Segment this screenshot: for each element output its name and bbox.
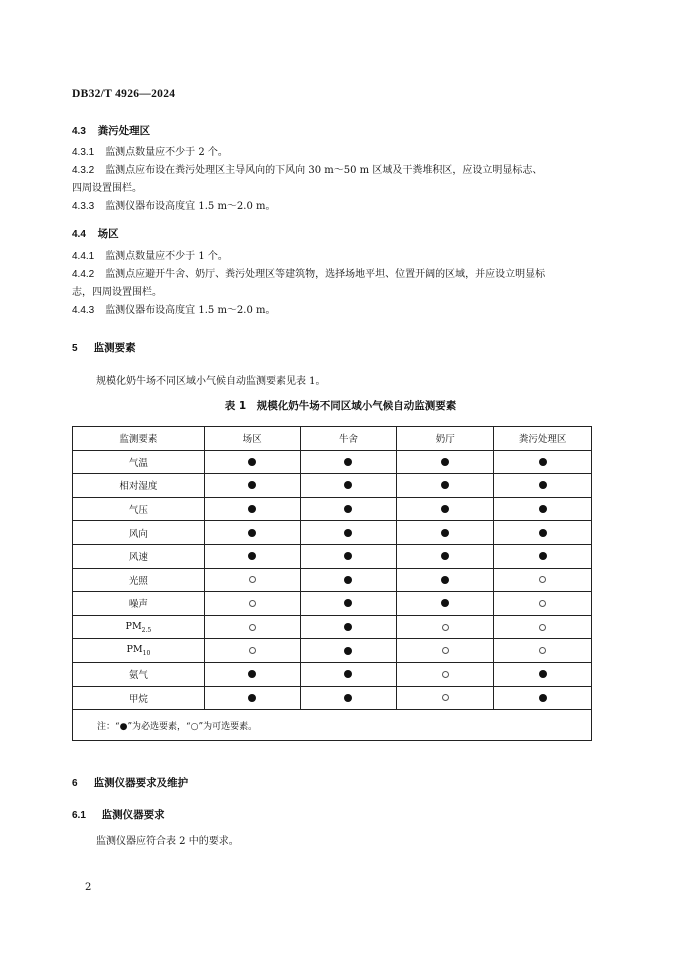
element-name-subscript: 10 — [142, 650, 151, 658]
required-mark-icon — [441, 599, 449, 607]
mark-cell — [204, 450, 300, 474]
mark-cell — [494, 474, 592, 498]
clause-number: 4.3.1 — [72, 147, 95, 158]
section-title: 场区 — [97, 228, 119, 240]
section-5-paragraph: 规模化奶牛场不同区域小气候自动监测要素见表 1。 — [96, 376, 326, 387]
mark-cell — [397, 450, 494, 474]
required-mark-icon — [539, 670, 547, 678]
element-name-cell — [73, 686, 205, 710]
element-name-cell — [73, 521, 205, 545]
mark-cell — [397, 521, 494, 545]
column-header: 牛舍 — [300, 427, 397, 451]
clause-4-3-1 — [72, 144, 597, 162]
clause-4-3-2 — [72, 162, 597, 180]
required-mark-icon — [344, 576, 352, 584]
element-name: 气压 — [128, 505, 148, 517]
required-mark-icon — [441, 529, 449, 537]
mark-cell — [204, 521, 300, 545]
table-row — [73, 568, 592, 592]
mark-cell — [397, 639, 494, 663]
column-header: 奶厅 — [397, 427, 494, 451]
column-header: 监测要素 — [73, 427, 205, 451]
column-header: 场区 — [204, 427, 300, 451]
required-mark-icon — [344, 694, 352, 702]
table-note-row — [73, 710, 592, 741]
table-row — [73, 544, 592, 568]
mark-cell — [300, 662, 397, 686]
required-mark-icon — [248, 458, 256, 466]
element-name: PM — [125, 620, 142, 632]
element-name: 光照 — [128, 575, 148, 587]
mark-cell — [494, 521, 592, 545]
clause-text: 监测点应布设在粪污处理区主导风向的下风向 30 m～50 m 区域及干粪堆积区，应设立明显标志、 — [105, 165, 543, 176]
table-row — [73, 474, 592, 498]
table-row — [73, 662, 592, 686]
required-mark-icon — [539, 529, 547, 537]
mark-cell — [494, 615, 592, 639]
mark-cell — [494, 639, 592, 663]
table-row — [73, 450, 592, 474]
required-mark-icon — [539, 552, 547, 560]
mark-cell — [397, 615, 494, 639]
clause-4-3-3 — [72, 198, 597, 216]
section-number: 4.4 — [72, 229, 86, 240]
section-title: 监测仪器要求 — [101, 809, 165, 821]
section-6-1-paragraph: 监测仪器应符合表 2 中的要求。 — [96, 836, 239, 847]
element-name-cell — [73, 474, 205, 498]
clause-4-4-2-continued: 志，四周设置围栏。 — [72, 287, 162, 298]
required-mark-icon — [248, 481, 256, 489]
mark-cell — [204, 615, 300, 639]
section-number: 6 — [72, 778, 78, 789]
table-row — [73, 615, 592, 639]
table-row — [73, 592, 592, 616]
optional-mark-icon — [539, 600, 546, 607]
required-mark-icon — [539, 505, 547, 513]
element-name: PM — [126, 644, 143, 656]
required-mark-icon — [344, 670, 352, 678]
mark-cell — [397, 568, 494, 592]
clause-4-4-3 — [72, 302, 597, 320]
element-name: 噪声 — [128, 599, 148, 611]
mark-cell — [300, 615, 397, 639]
required-mark-icon — [441, 481, 449, 489]
mark-cell — [494, 450, 592, 474]
table-row — [73, 639, 592, 663]
clause-text: 监测仪器布设高度宜 1.5 m～2.0 m。 — [105, 305, 276, 316]
required-mark-icon — [248, 529, 256, 537]
mark-cell — [397, 686, 494, 710]
mark-cell — [300, 568, 397, 592]
section-4-3-heading — [72, 123, 150, 138]
optional-mark-icon — [442, 671, 449, 678]
mark-cell — [300, 521, 397, 545]
optional-mark-icon — [539, 576, 546, 583]
clause-number: 4.3.2 — [72, 165, 95, 176]
required-mark-icon — [539, 481, 547, 489]
mark-cell — [300, 474, 397, 498]
required-mark-icon — [441, 552, 449, 560]
required-mark-icon — [344, 552, 352, 560]
monitoring-elements-table — [72, 426, 592, 741]
clause-4-4-1 — [72, 248, 597, 266]
element-name-cell — [73, 544, 205, 568]
mark-cell — [397, 544, 494, 568]
table-note: 注：“●”为必选要素，“○”为可选要素。 — [73, 710, 592, 741]
required-mark-icon — [248, 670, 256, 678]
mark-cell — [204, 639, 300, 663]
required-mark-icon — [344, 623, 352, 631]
mark-cell — [204, 497, 300, 521]
mark-cell — [300, 639, 397, 663]
mark-cell — [204, 474, 300, 498]
mark-cell — [300, 544, 397, 568]
section-title: 监测要素 — [93, 342, 136, 354]
optional-mark-icon — [249, 576, 256, 583]
optional-mark-icon — [539, 647, 546, 654]
clause-text: 监测点应避开牛舍、奶厅、粪污处理区等建筑物，选择场地平坦、位置开阔的区域，并应设立明显标 — [105, 269, 546, 280]
table-row — [73, 521, 592, 545]
section-number: 4.3 — [72, 126, 86, 137]
optional-mark-icon — [539, 624, 546, 631]
section-number: 5 — [72, 343, 78, 354]
page-number: 2 — [85, 882, 92, 893]
clause-text: 监测仪器布设高度宜 1.5 m～2.0 m。 — [105, 201, 276, 212]
clause-number: 4.4.3 — [72, 305, 95, 316]
clause-number: 4.4.2 — [72, 269, 95, 280]
element-name: 风速 — [128, 552, 148, 564]
table-1-caption: 表 1 规模化奶牛场不同区域小气候自动监测要素 — [224, 400, 457, 412]
required-mark-icon — [248, 505, 256, 513]
mark-cell — [494, 544, 592, 568]
table-row — [73, 497, 592, 521]
section-4-4-heading — [72, 226, 119, 241]
clause-4-4-2 — [72, 266, 597, 284]
element-name-cell — [73, 497, 205, 521]
mark-cell — [494, 686, 592, 710]
required-mark-icon — [344, 458, 352, 466]
element-name: 氨气 — [128, 670, 148, 682]
element-name-cell — [73, 450, 205, 474]
mark-cell — [204, 662, 300, 686]
mark-cell — [397, 592, 494, 616]
element-name: 相对湿度 — [119, 481, 158, 493]
element-name: 甲烷 — [128, 693, 148, 705]
element-name: 风向 — [128, 528, 148, 540]
required-mark-icon — [539, 694, 547, 702]
required-mark-icon — [441, 576, 449, 584]
optional-mark-icon — [249, 624, 256, 631]
optional-mark-icon — [442, 647, 449, 654]
element-name-cell — [73, 615, 205, 639]
mark-cell — [397, 497, 494, 521]
optional-mark-icon — [249, 600, 256, 607]
mark-cell — [300, 497, 397, 521]
element-name-cell — [73, 662, 205, 686]
section-title: 监测仪器要求及维护 — [93, 777, 189, 789]
clause-number: 4.4.1 — [72, 251, 95, 262]
section-title: 粪污处理区 — [97, 125, 151, 137]
section-5-heading — [72, 340, 136, 355]
mark-cell — [204, 686, 300, 710]
required-mark-icon — [441, 505, 449, 513]
table-header-row — [73, 427, 592, 451]
mark-cell — [397, 474, 494, 498]
required-mark-icon — [344, 481, 352, 489]
element-name-cell — [73, 639, 205, 663]
standard-number: DB32/T 4926—2024 — [72, 88, 176, 100]
clause-text: 监测点数量应不少于 1 个。 — [105, 251, 228, 262]
clause-4-3-2-continued: 四周设置围栏。 — [72, 183, 142, 194]
required-mark-icon — [248, 552, 256, 560]
required-mark-icon — [441, 458, 449, 466]
mark-cell — [204, 568, 300, 592]
required-mark-icon — [344, 647, 352, 655]
clause-number: 4.3.3 — [72, 201, 95, 212]
required-mark-icon — [344, 529, 352, 537]
mark-cell — [300, 686, 397, 710]
section-number: 6.1 — [72, 810, 86, 821]
mark-cell — [300, 592, 397, 616]
required-mark-icon — [539, 458, 547, 466]
mark-cell — [494, 568, 592, 592]
required-mark-icon — [344, 505, 352, 513]
required-mark-icon — [344, 599, 352, 607]
optional-mark-icon — [442, 624, 449, 631]
mark-cell — [300, 450, 397, 474]
optional-mark-icon — [442, 694, 449, 701]
section-6-1-heading — [72, 807, 165, 822]
element-name-cell — [73, 592, 205, 616]
clause-text: 监测点数量应不少于 2 个。 — [105, 147, 228, 158]
mark-cell — [494, 662, 592, 686]
optional-mark-icon — [249, 647, 256, 654]
column-header: 粪污处理区 — [494, 427, 592, 451]
section-6-heading — [72, 775, 188, 790]
table-row — [73, 686, 592, 710]
required-mark-icon — [248, 694, 256, 702]
element-name-cell — [73, 568, 205, 592]
mark-cell — [204, 544, 300, 568]
mark-cell — [397, 662, 494, 686]
mark-cell — [204, 592, 300, 616]
mark-cell — [494, 592, 592, 616]
element-name: 气温 — [128, 457, 148, 469]
element-name-subscript: 2.5 — [141, 626, 152, 634]
mark-cell — [494, 497, 592, 521]
